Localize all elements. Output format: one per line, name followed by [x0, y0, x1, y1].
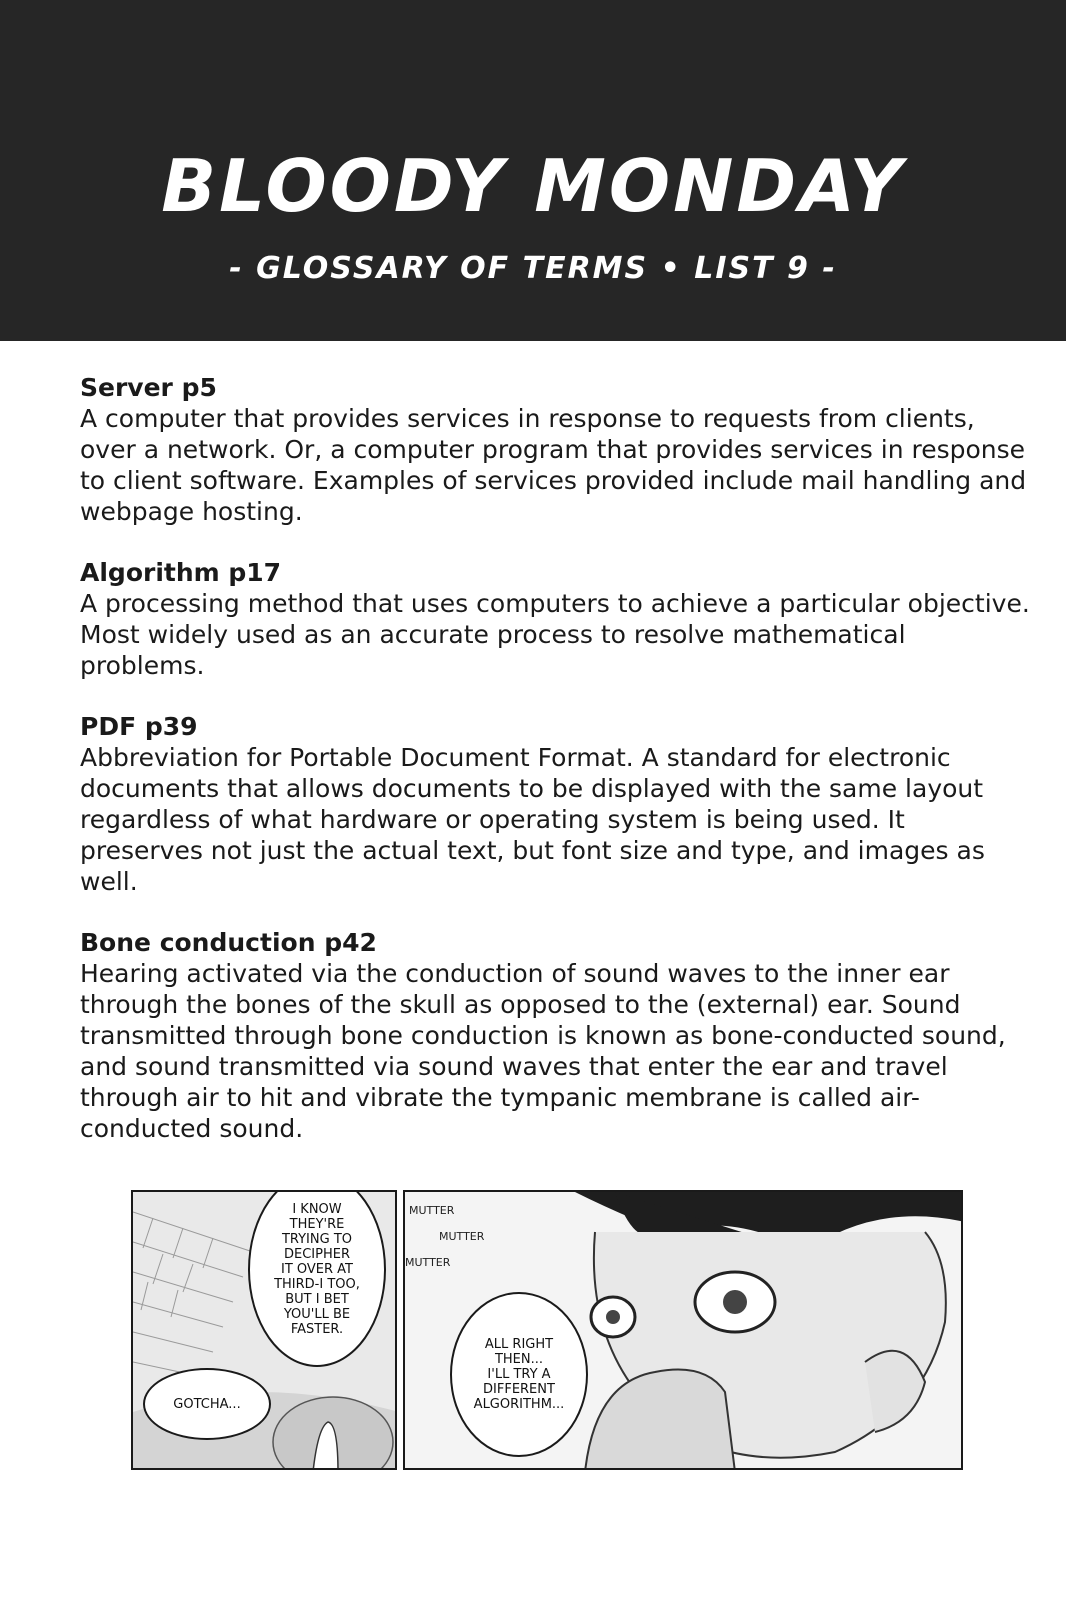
glossary-term: Algorithm p17 [80, 558, 282, 587]
manga-panel-right [403, 1190, 963, 1470]
glossary-entry [80, 557, 1030, 681]
header-banner [0, 0, 1066, 341]
glossary-definition: Hearing activated via the conduction of sound waves to the inner ear through the bones of the skull as opposed to the (external) ear. Sound transmitted through bone conduction is known as bone-conducted sound, and sound transmitted via sound waves that enter the ear and travel through air to hit and vibrate the tympanic membrane is called air-conducted sound. [80, 959, 1006, 1143]
series-title: BLOODY MONDAY [161, 144, 905, 228]
glossary-subtitle: - GLOSSARY OF TERMS • LIST 9 - [229, 251, 837, 286]
glossary-list [80, 372, 1030, 1174]
glossary-definition: A processing method that uses computers to achieve a particular objective. Most widely used as an accurate process to resolve mathematical problems. [80, 589, 1030, 680]
speech-bubble: ALL RIGHT THEN... I'LL TRY A DIFFERENT ALGORITHM... [450, 1292, 588, 1457]
sound-effect-text: MUTTER [409, 1204, 455, 1217]
glossary-entry [80, 927, 1030, 1144]
glossary-term: PDF p39 [80, 712, 198, 741]
glossary-term: Server p5 [80, 373, 217, 402]
glossary-term: Bone conduction p42 [80, 928, 377, 957]
glossary-definition: Abbreviation for Portable Document Format. A standard for electronic documents that allows documents to be displayed with the same layout regardless of what hardware or operating system is being used. It preserves not just the actual text, but font size and type, and images as well. [80, 743, 985, 896]
sound-effect-text: MUTTER [439, 1230, 485, 1243]
glossary-entry [80, 372, 1030, 527]
sound-effect-text: MUTTER [405, 1256, 451, 1269]
speech-bubble: GOTCHA... [143, 1368, 271, 1440]
glossary-definition: A computer that provides services in response to requests from clients, over a network. Or, a computer program that provides services in response to client software. Examples of services provided include mail handling and webpage hosting. [80, 404, 1027, 526]
manga-panel-left [131, 1190, 397, 1470]
glossary-entry [80, 711, 1030, 897]
speech-bubble: I KNOW THEY'RE TRYING TO DECIPHER IT OVER AT THIRD-I TOO, BUT I BET YOU'LL BE FASTER. [248, 1190, 386, 1367]
